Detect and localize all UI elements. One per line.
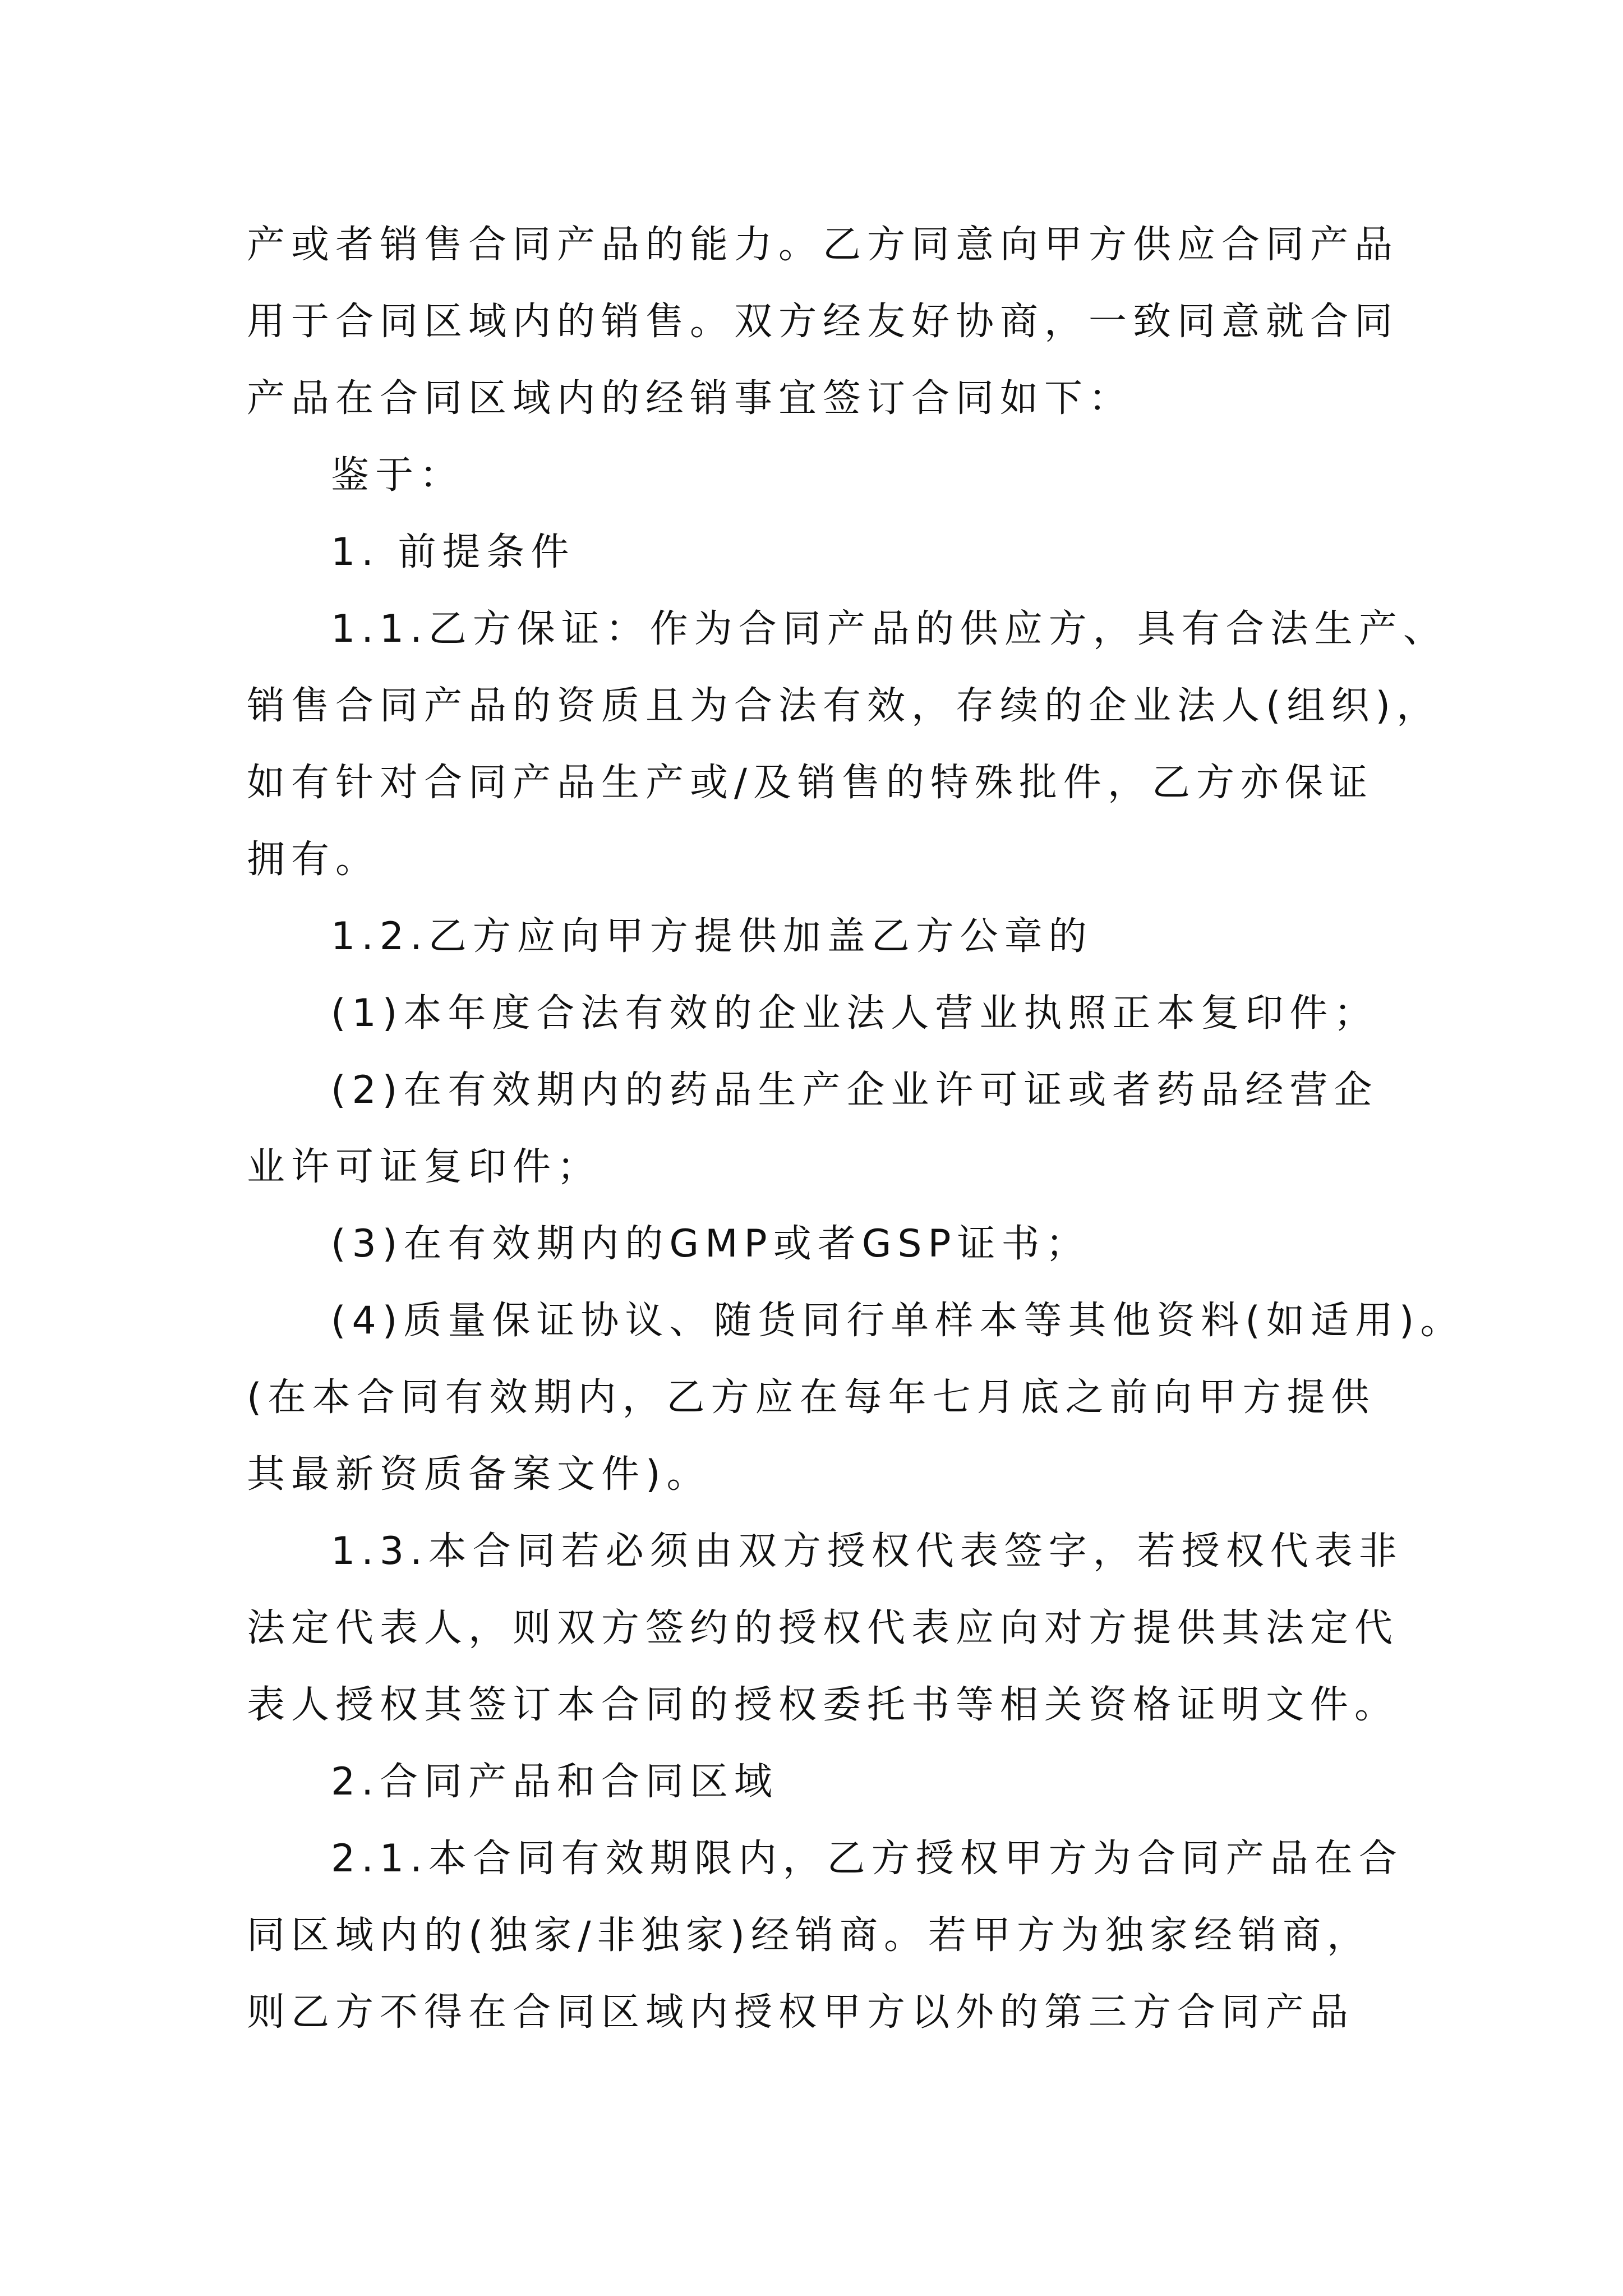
paragraph-line: 1.2.乙方应向甲方提供加盖乙方公章的 xyxy=(331,914,1093,959)
list-item: (4)质量保证协议、随货同行单样本等其他资料(如适用)。 xyxy=(331,1299,1465,1343)
paragraph-line: 拥有。 xyxy=(247,838,380,882)
paragraph-line: 2.1.本合同有效期限内，乙方授权甲方为合同产品在合 xyxy=(331,1837,1403,1881)
list-item: (2)在有效期内的药品生产企业许可证或者药品经营企 xyxy=(331,1068,1378,1112)
paragraph-line: 用于合同区域内的销售。双方经友好协商，一致同意就合同 xyxy=(247,300,1399,344)
paragraph-line: 1.3.本合同若必须由双方授权代表签字，若授权代表非 xyxy=(331,1529,1403,1573)
paragraph-line: 业许可证复印件； xyxy=(247,1145,602,1189)
list-item: (3)在有效期内的GMP或者GSP证书； xyxy=(331,1222,1090,1266)
paragraph-line: 则乙方不得在合同区域内授权甲方以外的第三方合同产品 xyxy=(247,1990,1355,2035)
paragraph-line: 1.1.乙方保证：作为合同产品的供应方，具有合法生产、 xyxy=(331,607,1447,651)
paragraph-line: 产或者销售合同产品的能力。乙方同意向甲方供应合同产品 xyxy=(247,223,1399,267)
paragraph-line: 如有针对合同产品生产或/及销售的特殊批件，乙方亦保证 xyxy=(247,761,1373,805)
paragraph-line: 其最新资质备案文件)。 xyxy=(247,1452,711,1497)
section-heading: 2.合同产品和合同区域 xyxy=(331,1760,778,1804)
paragraph-line: (在本合同有效期内，乙方应在每年七月底之前向甲方提供 xyxy=(247,1375,1376,1420)
list-item: (1)本年度合法有效的企业法人营业执照正本复印件； xyxy=(331,991,1378,1036)
section-heading: 1. 前提条件 xyxy=(331,530,575,574)
paragraph-line: 法定代表人，则双方签约的授权代表应向对方提供其法定代 xyxy=(247,1606,1399,1650)
paragraph-line: 同区域内的(独家/非独家)经销商。若甲方为独家经销商， xyxy=(247,1913,1371,1958)
paragraph-line: 产品在合同区域内的经销事宜签订合同如下： xyxy=(247,376,1133,421)
paragraph-line: 销售合同产品的资质且为合法有效，存续的企业法人(组织)， xyxy=(247,684,1441,728)
paragraph-line: 表人授权其签订本合同的授权委托书等相关资格证明文件。 xyxy=(247,1683,1399,1727)
paragraph-line: 鉴于： xyxy=(331,453,464,498)
